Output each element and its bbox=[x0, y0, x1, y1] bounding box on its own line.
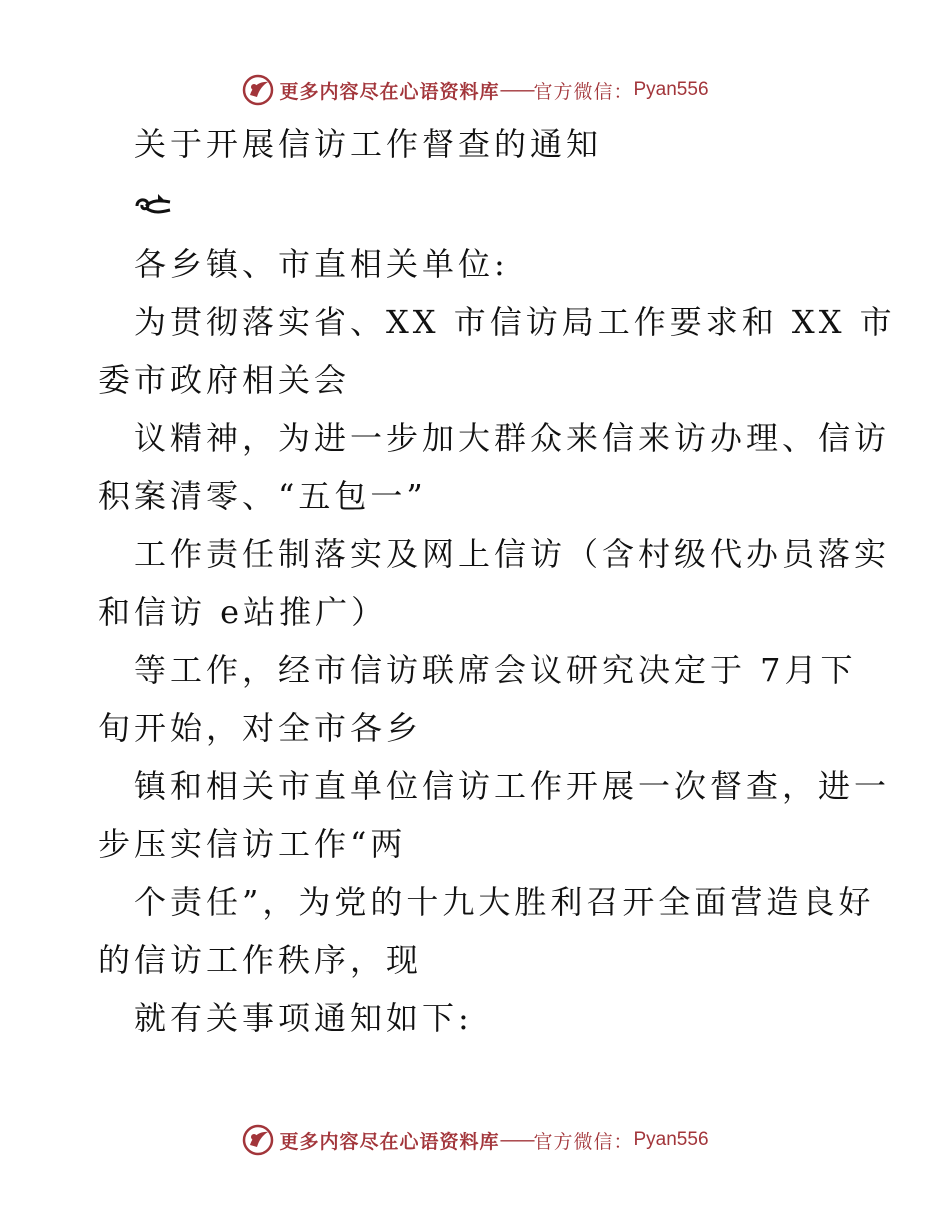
body-line: 等工作，经市信访联席会议研究决定于 7月下 bbox=[134, 651, 857, 689]
body-line: 委市政府相关会 bbox=[98, 361, 351, 399]
banner-wechat-label: 官方微信： bbox=[533, 80, 634, 103]
banner-separator: —— bbox=[499, 79, 534, 101]
body-line: 为贯彻落实省、XX 市信访局工作要求和 XX 市 bbox=[134, 303, 896, 341]
body-line: 和信访 e站推广） bbox=[98, 593, 388, 631]
banner-wechat-id: Pyan556 bbox=[633, 79, 709, 100]
banner-wechat-label: 官方微信： bbox=[533, 1130, 634, 1153]
banner-brand-text: 更多内容尽在心语资料库 bbox=[279, 1130, 500, 1153]
body-line: 旬开始，对全市各乡 bbox=[98, 709, 423, 747]
body-line: 工作责任制落实及网上信访（含村级代办员落实 bbox=[134, 535, 891, 573]
banner-wechat-id: Pyan556 bbox=[633, 1129, 709, 1150]
footer-banner bbox=[0, 1120, 950, 1160]
body-line: 议精神，为进一步加大群众来信来访办理、信访 bbox=[134, 419, 891, 457]
brand-logo-icon bbox=[241, 1123, 275, 1157]
body-line: 积案清零、“五包一” bbox=[98, 477, 427, 515]
banner-brand-text: 更多内容尽在心语资料库 bbox=[279, 80, 500, 103]
body-line: 就有关事项通知如下: bbox=[134, 999, 473, 1037]
salutation-line: 各乡镇、市直相关单位: bbox=[134, 245, 509, 283]
brand-logo-icon bbox=[241, 73, 275, 107]
banner-separator: —— bbox=[499, 1129, 534, 1151]
body-line: 个责任”，为党的十九大胜利召开全面营造良好 bbox=[134, 883, 875, 921]
flourish-ornament-icon bbox=[134, 190, 174, 220]
body-line: 步压实信访工作“两 bbox=[98, 825, 407, 863]
header-banner bbox=[0, 70, 950, 110]
document-title: 关于开展信访工作督查的通知 bbox=[134, 125, 603, 163]
body-line: 的信访工作秩序，现 bbox=[98, 941, 423, 979]
body-line: 镇和相关市直单位信访工作开展一次督查，进一 bbox=[134, 767, 891, 805]
